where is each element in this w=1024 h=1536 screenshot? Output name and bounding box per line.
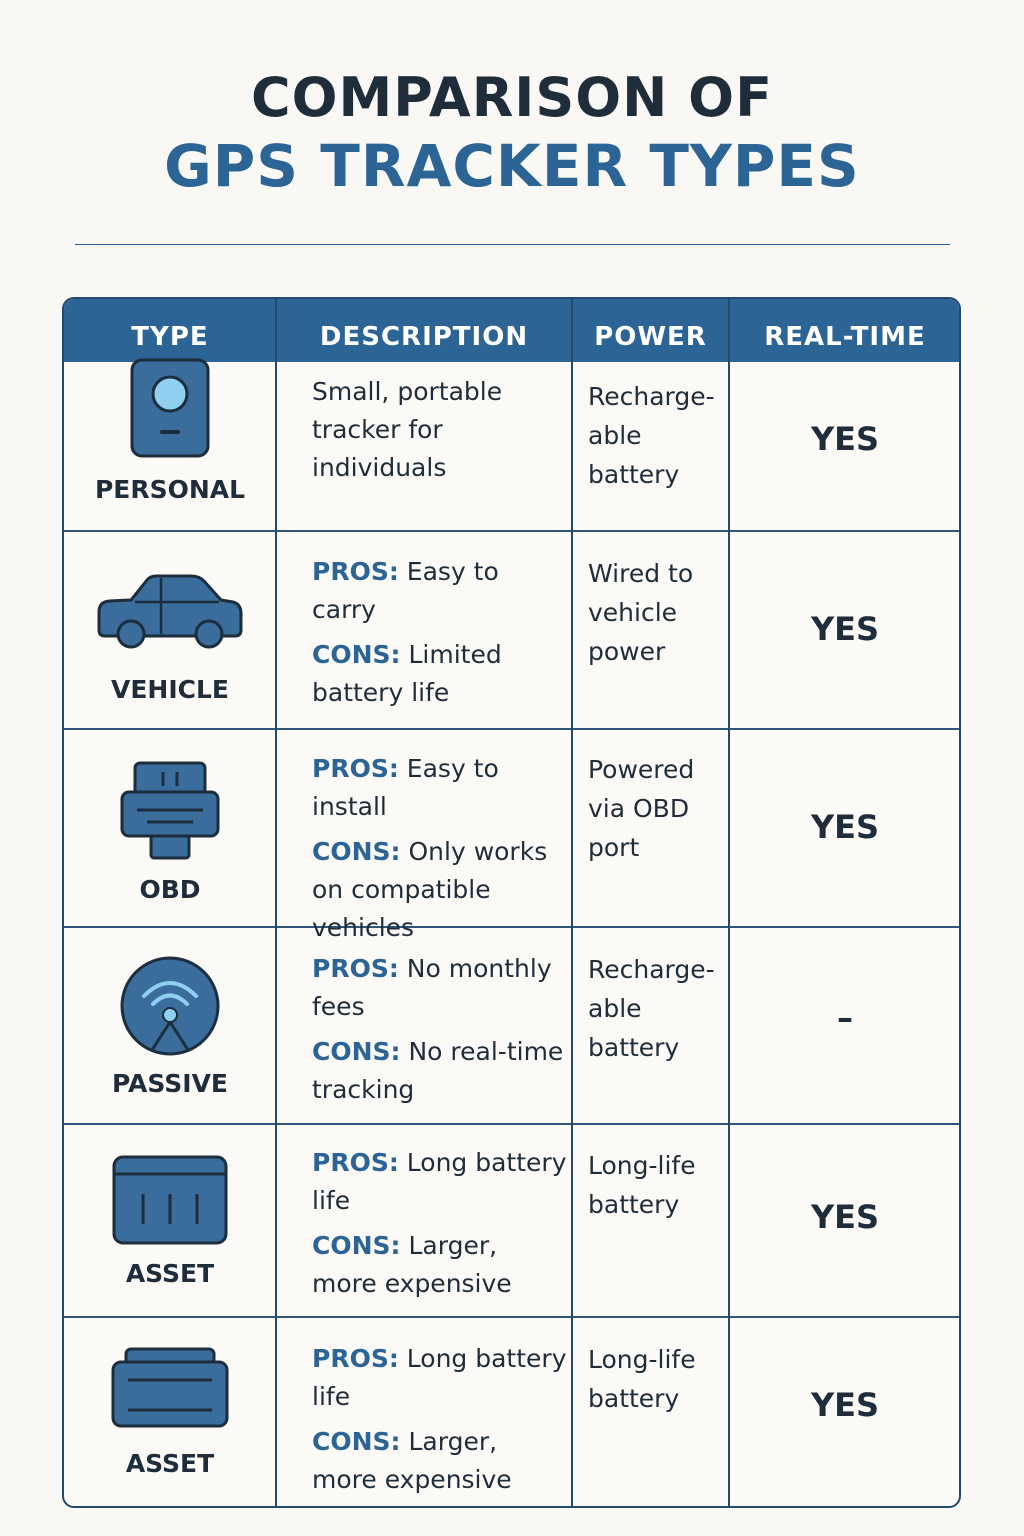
table-header — [64, 299, 961, 362]
pros-text: Easy to carry — [312, 557, 499, 624]
type-cell — [64, 532, 276, 728]
type-cell — [64, 730, 276, 926]
pros-label: PROS: — [312, 557, 399, 586]
power-cell: Wired to vehicle power — [588, 559, 694, 666]
table-row — [64, 1318, 961, 1508]
power-cell: Recharge-able battery — [588, 955, 715, 1062]
cons-text: Larger, more expensive — [312, 1427, 512, 1494]
realtime-cell: YES — [810, 610, 880, 648]
realtime-cell: YES — [810, 808, 880, 846]
car-icon — [95, 572, 245, 652]
cons-label: CONS: — [312, 1231, 401, 1260]
pros-text: Long battery life — [312, 1148, 567, 1215]
power-cell: Powered via OBD port — [588, 755, 695, 862]
type-label: PASSIVE — [112, 1069, 228, 1098]
cons-label: CONS: — [312, 837, 401, 866]
cons-label: CONS: — [312, 640, 401, 669]
pros-text: Long battery life — [312, 1344, 567, 1411]
cons-label: CONS: — [312, 1037, 401, 1066]
realtime-cell: YES — [810, 1198, 880, 1236]
cons-label: CONS: — [312, 1427, 401, 1456]
obd-connector-icon — [119, 760, 221, 864]
table-row — [64, 730, 961, 942]
power-cell: Long-life battery — [588, 1345, 696, 1413]
column-divider — [275, 299, 277, 1508]
header-type: TYPE — [131, 322, 209, 352]
type-label: VEHICLE — [110, 675, 229, 704]
type-cell — [64, 1125, 276, 1316]
comparison-table — [62, 297, 961, 1508]
description-cell — [312, 950, 568, 1109]
table-row — [64, 362, 961, 532]
title-line-2: GPS TRACKER TYPES — [164, 132, 860, 200]
asset-case-icon — [110, 1346, 230, 1430]
header-power: POWER — [594, 322, 707, 352]
description-cell — [312, 553, 568, 712]
type-cell — [64, 1318, 276, 1506]
pros-label: PROS: — [312, 754, 399, 783]
type-cell — [64, 362, 276, 530]
pros-text: No monthly fees — [312, 954, 552, 1021]
title-line-1: COMPARISON OF — [251, 66, 773, 129]
type-label: PERSONAL — [94, 475, 246, 504]
pros-label: PROS: — [312, 1148, 399, 1177]
cons-text: No real-time tracking — [312, 1037, 564, 1104]
type-label: ASSET — [125, 1259, 215, 1288]
pros-label: PROS: — [312, 954, 399, 983]
signal-antenna-icon — [118, 954, 222, 1058]
description-cell — [312, 1340, 568, 1499]
type-label: OBD — [139, 875, 201, 904]
cons-text: Limited battery life — [312, 640, 502, 707]
realtime-cell: – — [837, 999, 853, 1037]
table-row — [64, 532, 961, 730]
description-cell: Small, portable tracker for individuals — [312, 377, 503, 482]
asset-box-icon — [111, 1154, 229, 1246]
cons-text: Larger, more expensive — [312, 1231, 512, 1298]
pros-text: Easy to install — [312, 754, 499, 821]
column-divider — [571, 299, 573, 1508]
table-row — [64, 928, 961, 1125]
column-divider — [728, 299, 730, 1508]
type-label: ASSET — [125, 1449, 215, 1478]
table-row — [64, 1125, 961, 1318]
pros-label: PROS: — [312, 1344, 399, 1373]
description-cell — [312, 1144, 568, 1303]
description-cell — [312, 750, 574, 947]
title-divider — [75, 244, 950, 245]
cons-text: Only works on compatible vehicles — [312, 837, 548, 942]
power-cell: Long-life battery — [588, 1151, 696, 1219]
type-cell — [64, 928, 276, 1123]
power-cell: Recharge-able battery — [588, 382, 715, 489]
personal-tracker-icon — [128, 358, 212, 462]
header-description: DESCRIPTION — [319, 322, 529, 352]
realtime-cell: YES — [810, 1386, 880, 1424]
header-realtime: REAL-TIME — [764, 322, 926, 352]
realtime-cell: YES — [810, 420, 880, 458]
